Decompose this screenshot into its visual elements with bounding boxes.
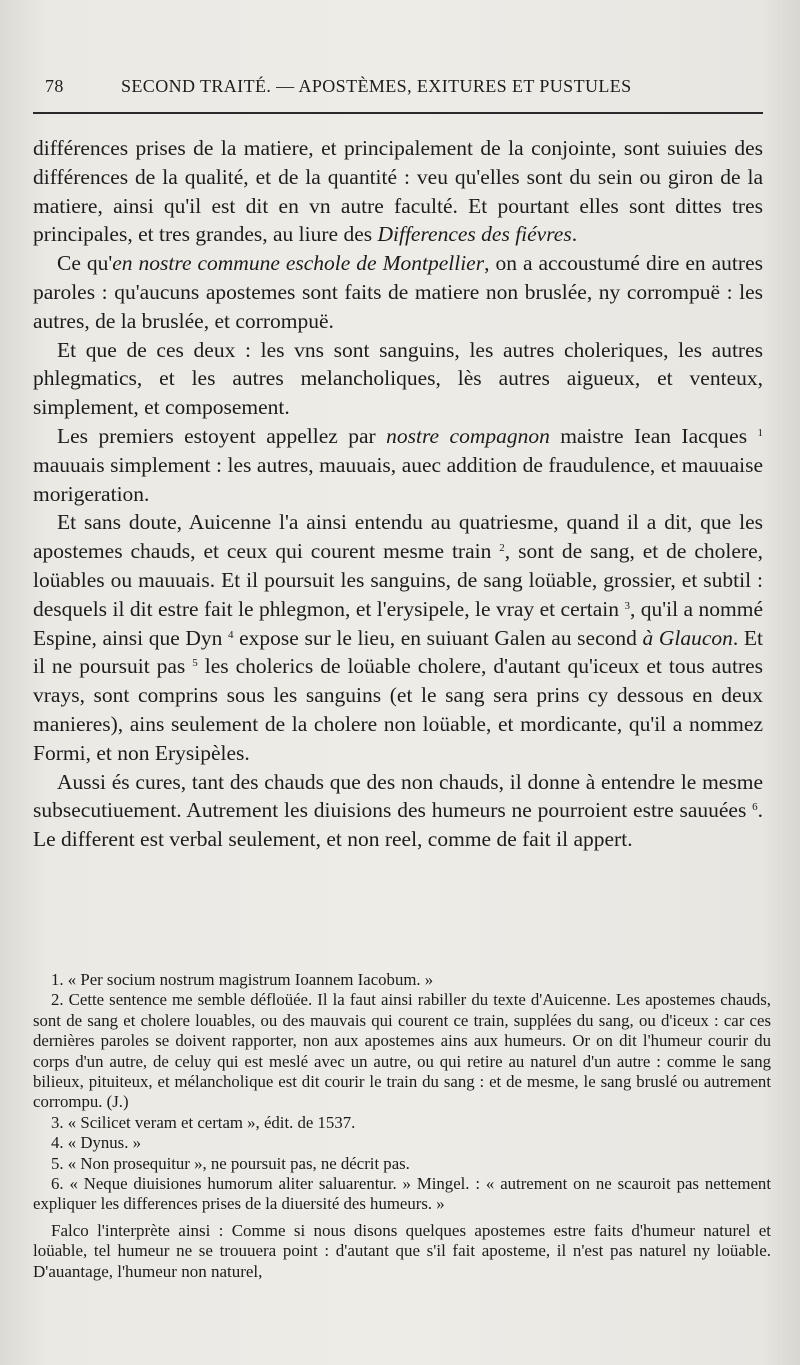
paragraph-2: Ce qu'en nostre commune eschole de Montpellier, on a accoustumé dire en autres paroles : qu'aucuns apostemes sont faits de matiere non bruslée, ny corrompuë : les autres, de la bruslée, et corrompuë. (33, 251, 763, 333)
footnote-ref-3: 3 (624, 599, 630, 612)
paragraph-6: Aussi és cures, tant des chauds que des non chauds, il donne à entendre le mesme subsecutiuement. Autrement les diuisions des humeurs ne pourroient estre sauuées $^6$. Le different est verbal seulement, et non reel, comme de fait il appert. (33, 769, 764, 852)
paragraph-3: Et que de ces deux : les vns sont sanguins, les autres choleriques, les autres phlegmatics, et les autres melancholiques, lès autres aigueux, et venteux, simplement, et composement. (33, 337, 763, 420)
footnote-ref-2: 2 (499, 542, 505, 555)
paragraph-5: Et sans doute, Auicenne l'a ainsi entendu au quatriesme, quand il a dit, que les apostemes chauds, et ceux qui courent mesme train $^2$, sont de sang, et de cholere, loüables ou mauuais. Et il poursuit les sanguins, de sang loüable, grossier, et subtil : desquels il dit estre fait le phlegmon, et l'erysipele, le vray et certain $^3$, qu'il a nommé Espine, ainsi que Dyn $^4$ expose sur le lieu, en suiuant Galen au second à Glaucon. Et il ne poursuit pas $^5$ les cholerics de loüable cholere, d'autant qu'iceux et tous autres vrays, sont comprins sous les sanguins (et le sang sera prins cy dessous en deux manieres), ains seulement de la cholere non loüable, et mordicante, qu'il a nommez Formi, et non Erysipèles. (33, 510, 764, 765)
footnote-1: 1. « Per socium nostrum magistrum Ioannem Iacobum. » (51, 970, 434, 989)
page-number: 78 (45, 76, 64, 96)
footnotes (33, 970, 771, 1282)
footnote-3: 3. « Scilicet veram et certam », édit. de 1537. (51, 1112, 356, 1132)
footnote-ref-6: 6 (752, 801, 758, 814)
footnote-2: 2. Cette sentence me semble défloüée. Il la faut ainsi rabiller du texte d'Auicenne. Les apostemes chauds, sont de sang et cholere louables, ou des mauvais qui courent ce train, supplées du sang, ou d'iceux : car ces dernières paroles se doivent rapporter, non aux apostemes ains aux humeurs. Or on dit l'humeur courir du corps d'un autre, de celuy qui est meslé avec un autre, ou qui retire au naturel d'un autre : comme le sang bilieux, pituiteux, et mélancholique est dit courir le train du sang : et de mesme, le sang bruslé ou autrement corrompu. (J.) (33, 990, 771, 1112)
running-title: SECOND TRAITÉ. — APOSTÈMES, EXITURES ET PUSTULES (121, 76, 632, 96)
footnote-6: 6. « Neque diuisiones humorum aliter saluarentur. » Mingel. : « autrement on ne scauroit pas nettement expliquer les differences prises de la diuersité des humeurs. » (33, 1174, 771, 1214)
falco-commentary: Falco l'interprète ainsi : Comme si nous disons quelques apostemes estre faits d'humeur naturel et loüable, tel humeur ne se trouuera point : d'autant que s'il fait aposteme, il n'est pas naturel ny loüable. D'auantage, l'humeur non naturel, (33, 1220, 771, 1281)
header-rule (33, 112, 763, 114)
footnote-ref-4: 4 (228, 628, 234, 641)
paragraph-1: différences prises de la matiere, et principalement de la conjointe, sont suiuies des différences de la qualité, et de la quantité : veu qu'elles sont du sein ou giron de la matiere, ainsi qu'il est dit en vn autre faculté. Et pourtant elles sont dittes tres principales, et tres grandes, au liure des Differences des fiévres. (33, 136, 763, 247)
main-text (33, 134, 763, 854)
paragraph-4: Les premiers estoyent appellez par nostre compagnon maistre Iean Iacques $^1$ mauuais simplement : les autres, mauuais, auec addition de fraudulence, et mauuaise morigeration. (33, 423, 764, 506)
footnote-4: 4. « Dynus. » (51, 1133, 141, 1153)
footnote-ref-5: 5 (192, 657, 198, 670)
footnote-5: 5. « Non prosequitur », ne poursuit pas, ne décrit pas. (51, 1153, 410, 1173)
footnote-ref-1: 1 (757, 426, 764, 439)
